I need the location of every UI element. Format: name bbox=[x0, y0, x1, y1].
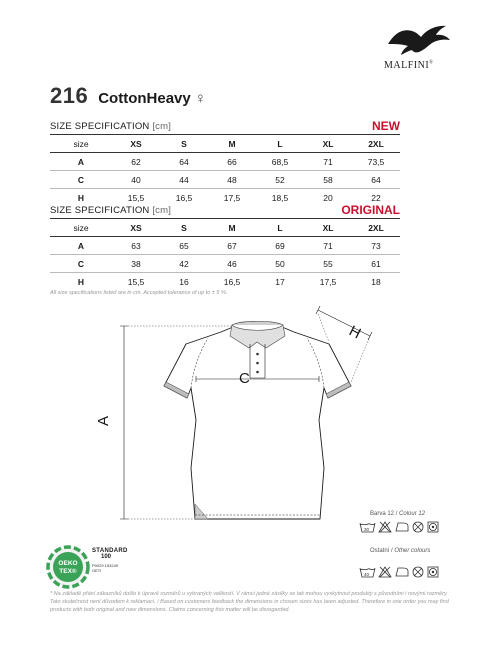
dimension-h-label: H bbox=[346, 322, 364, 343]
column-header: XS bbox=[130, 138, 142, 149]
table-cell: 48 bbox=[227, 174, 237, 185]
table-row bbox=[50, 255, 400, 273]
column-header: M bbox=[228, 222, 236, 233]
product-name: CottonHeavy bbox=[98, 90, 191, 107]
oeko-standard: STANDARD bbox=[92, 548, 128, 554]
table-cell: 71 bbox=[323, 156, 333, 167]
no-dryclean-icon bbox=[413, 522, 423, 532]
column-header: L bbox=[277, 222, 283, 233]
wash-temp: 30 bbox=[364, 527, 370, 532]
column-header: 2XL bbox=[368, 222, 384, 233]
spec-title bbox=[50, 121, 171, 132]
wash-temp: 40 bbox=[364, 572, 370, 577]
table-cell: 58 bbox=[323, 174, 333, 185]
care-label-cz: Ostatní bbox=[370, 548, 390, 554]
table-cell: 73,5 bbox=[367, 156, 385, 167]
iron-icon bbox=[396, 568, 408, 576]
table-cell: 62 bbox=[131, 156, 141, 167]
shirt-body-outline bbox=[164, 327, 351, 519]
table-row bbox=[50, 237, 400, 255]
table-row bbox=[50, 153, 400, 171]
table-cell: 68,5 bbox=[271, 156, 289, 167]
row-label: C bbox=[77, 258, 85, 269]
table-row bbox=[50, 273, 400, 291]
oeko-number: 100 bbox=[101, 554, 112, 560]
no-bleach-icon bbox=[379, 522, 391, 532]
table-cell: 66 bbox=[227, 156, 237, 167]
care-label-en: Colour 12 bbox=[399, 511, 426, 517]
spec-title bbox=[50, 205, 171, 216]
collar bbox=[230, 325, 285, 348]
spec-unit: [cm] bbox=[152, 205, 172, 216]
table-cell: 42 bbox=[179, 258, 189, 269]
column-header: L bbox=[277, 138, 283, 149]
oeko-code: P0029 153249 bbox=[92, 563, 119, 568]
no-bleach-icon bbox=[379, 567, 391, 577]
brand-wordmark bbox=[384, 60, 433, 71]
care-symbols-colour12 bbox=[358, 520, 448, 534]
spec-title-text: SIZE SPECIFICATION bbox=[50, 205, 150, 216]
table-cell: 71 bbox=[323, 240, 333, 251]
oeko-tex-info bbox=[92, 548, 128, 573]
bird-logo-icon bbox=[386, 22, 452, 56]
column-header: M bbox=[228, 138, 236, 149]
table-cell: 63 bbox=[131, 240, 141, 251]
table-cell: 55 bbox=[323, 258, 333, 269]
row-label: A bbox=[77, 240, 85, 251]
table-row bbox=[50, 171, 400, 189]
table-cell: 52 bbox=[275, 174, 285, 185]
row-label: C bbox=[77, 174, 85, 185]
spec-header-new bbox=[50, 118, 400, 134]
table-cell: 15,5 bbox=[127, 192, 145, 203]
row-label: A bbox=[77, 156, 85, 167]
care-label-colour12: Barva 12 / Colour 12 bbox=[370, 511, 426, 517]
table-cell: 73 bbox=[371, 240, 381, 251]
size-table-new bbox=[50, 134, 400, 207]
column-header: size bbox=[73, 222, 89, 233]
oeko-badge-line2: TEX® bbox=[59, 568, 77, 575]
dimension-h-line bbox=[318, 310, 370, 336]
spec-flag-new: NEW bbox=[372, 119, 400, 133]
table-cell: 64 bbox=[371, 174, 381, 185]
column-header: S bbox=[181, 222, 187, 233]
product-title bbox=[50, 83, 206, 111]
left-sleeve-cuff bbox=[164, 382, 189, 398]
tumble-dry-icon bbox=[428, 567, 438, 577]
table-cell: 18,5 bbox=[271, 192, 289, 203]
column-header: S bbox=[181, 138, 187, 149]
brand-reg-mark: ® bbox=[429, 60, 434, 66]
spec-unit: [cm] bbox=[152, 121, 172, 132]
right-sleeve-cuff bbox=[326, 382, 351, 398]
column-header: size bbox=[73, 138, 89, 149]
oeko-institute: OETI bbox=[92, 568, 102, 573]
spec-header-original bbox=[50, 202, 400, 218]
table-cell: 17 bbox=[275, 276, 285, 287]
care-label-en: Other colours bbox=[394, 548, 431, 554]
brand-logo bbox=[384, 22, 454, 78]
table-cell: 22 bbox=[371, 192, 381, 203]
iron-icon bbox=[396, 523, 408, 531]
column-header: 2XL bbox=[368, 138, 384, 149]
table-cell: 20 bbox=[323, 192, 333, 203]
table-cell: 69 bbox=[275, 240, 285, 251]
table-cell: 44 bbox=[179, 174, 189, 185]
oeko-badge-line1: OEKO bbox=[58, 560, 78, 567]
product-code: 216 bbox=[50, 83, 89, 108]
row-label: H bbox=[77, 276, 85, 287]
spec-title-text: SIZE SPECIFICATION bbox=[50, 121, 150, 132]
care-label-other: Ostatní / Other colours bbox=[370, 548, 431, 554]
table-cell: 40 bbox=[131, 174, 141, 185]
polo-shirt-diagram bbox=[95, 308, 400, 530]
table-cell: 65 bbox=[179, 240, 189, 251]
table-cell: 16,5 bbox=[223, 276, 241, 287]
column-header: XL bbox=[322, 222, 334, 233]
brand-name: MALFINI bbox=[384, 60, 430, 71]
table-header-row bbox=[50, 219, 400, 237]
dimension-a-label: A bbox=[95, 415, 112, 426]
column-header: XL bbox=[322, 138, 334, 149]
female-icon: ♀ bbox=[194, 90, 206, 107]
table-cell: 38 bbox=[131, 258, 141, 269]
table-header-row bbox=[50, 135, 400, 153]
table-cell: 17,5 bbox=[223, 192, 241, 203]
table-cell: 61 bbox=[371, 258, 381, 269]
tumble-dry-icon bbox=[428, 522, 438, 532]
row-label: H bbox=[77, 192, 85, 203]
table-cell: 46 bbox=[227, 258, 237, 269]
table-cell: 16 bbox=[179, 276, 189, 287]
care-label-cz: Barva 12 bbox=[370, 511, 395, 517]
no-dryclean-icon bbox=[413, 567, 423, 577]
care-symbols-other bbox=[358, 565, 448, 579]
table-cell: 17,5 bbox=[319, 276, 337, 287]
spec-flag-original: ORIGINAL bbox=[341, 203, 400, 217]
size-note: All size specifications listed are in cm. Accepted tolerance of up to ± 5 %. bbox=[50, 290, 228, 296]
oeko-tex-badge bbox=[46, 545, 90, 589]
column-header: XS bbox=[130, 222, 142, 233]
dimension-c-label: C bbox=[239, 370, 250, 387]
size-table-original bbox=[50, 218, 400, 291]
table-cell: 67 bbox=[227, 240, 237, 251]
table-cell: 15,5 bbox=[127, 276, 145, 287]
table-cell: 18 bbox=[371, 276, 381, 287]
table-cell: 16,5 bbox=[175, 192, 193, 203]
table-cell: 50 bbox=[275, 258, 285, 269]
table-cell: 64 bbox=[179, 156, 189, 167]
disclaimer: * Na základě přání zákazníků došlo k úpravě rozměrů u vybraných velikostí. V rámci jedné zásilky se tak mohou vyskytnout produkty s původními i novými rozměry. Tato skutečnost není důvodem k reklamaci. / Based on customers feedback the dimensions in chosen sizes has been adjusted. Therefore in one order you may find products with both original and new dimensions. Claims concerning this matter will be disregarded. bbox=[50, 591, 449, 613]
